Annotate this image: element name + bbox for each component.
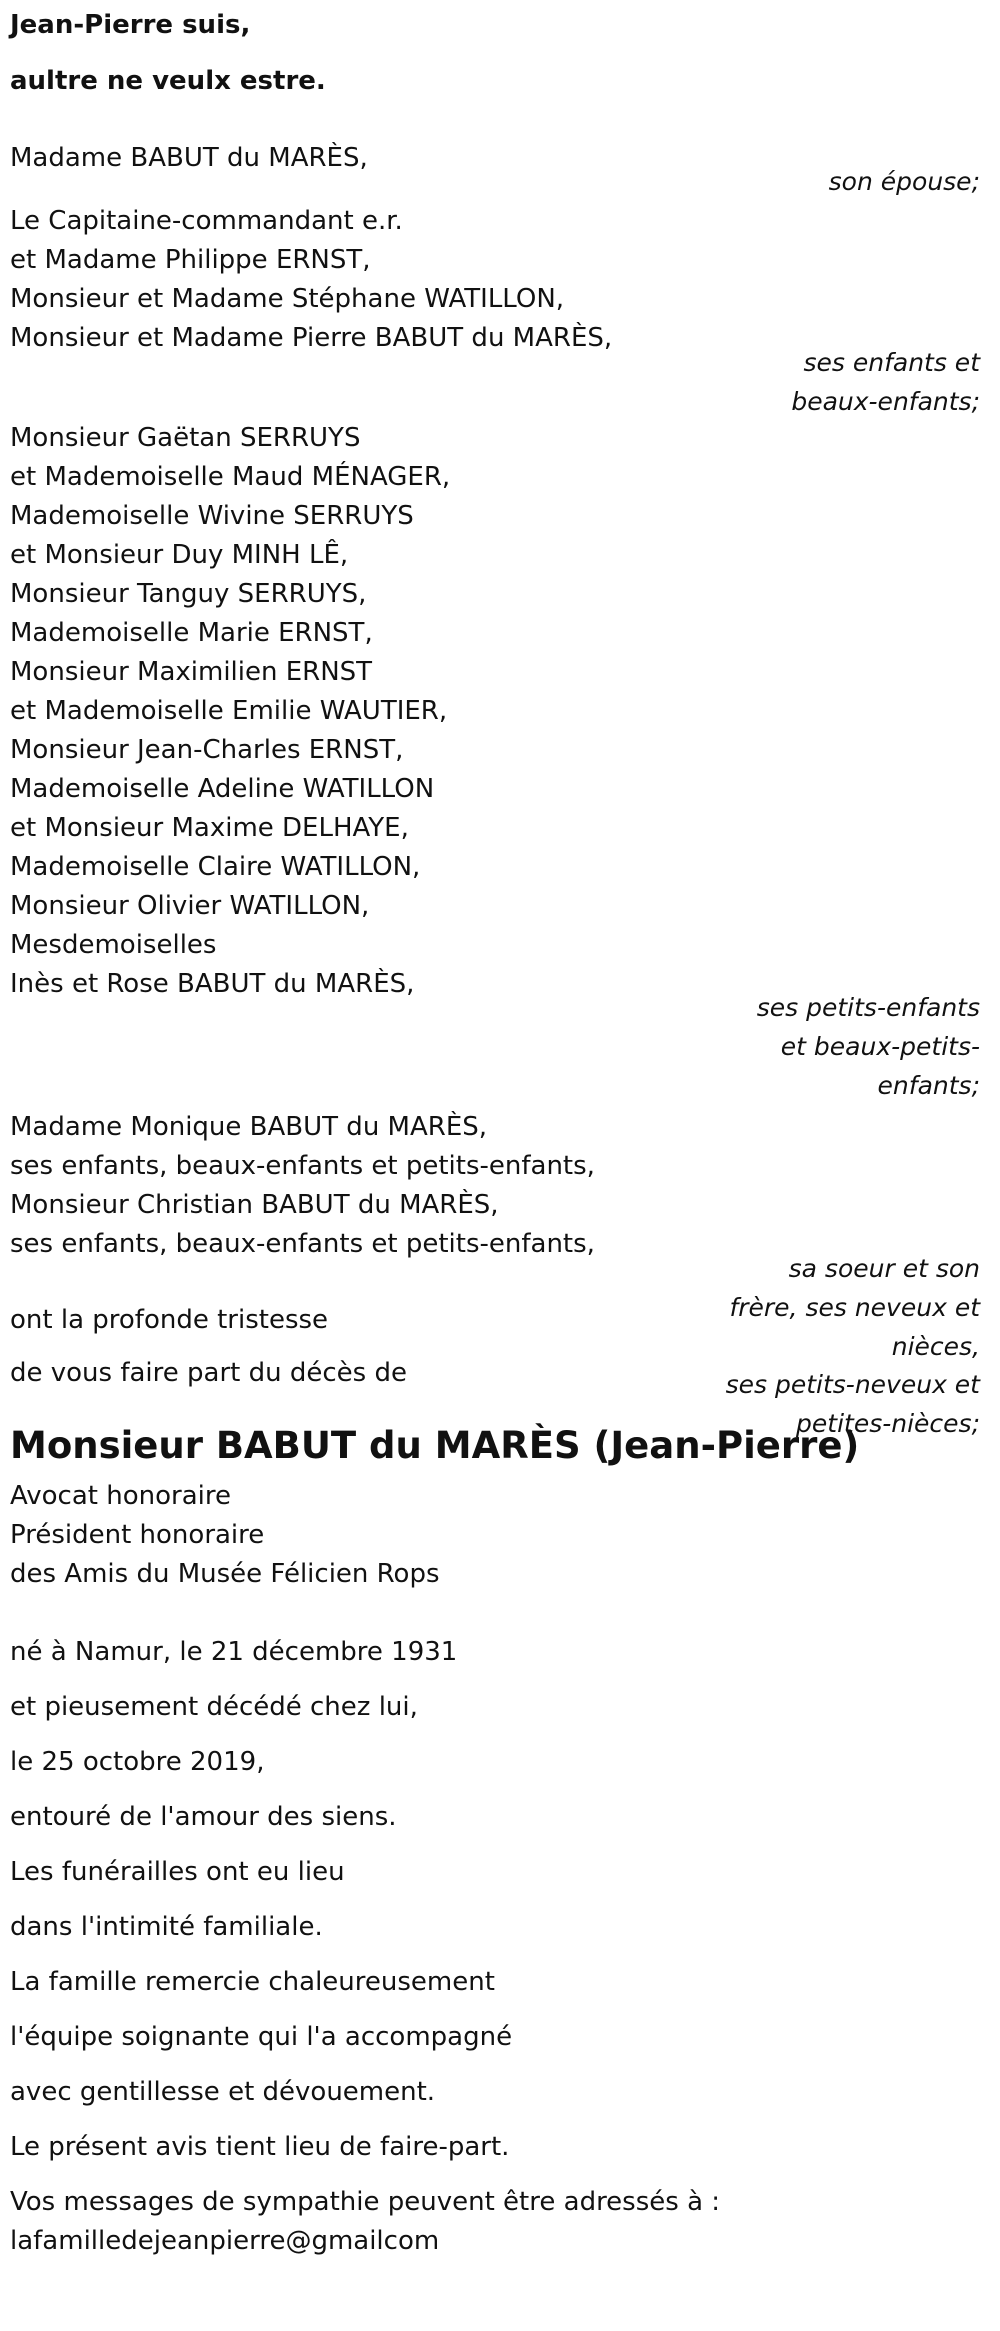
grandchildren-role-line: enfants;	[877, 1071, 980, 1100]
grandchildren-line: et Monsieur Maxime DELHAYE,	[10, 813, 409, 843]
siblings-line: Monsieur Christian BABUT du MARÈS,	[10, 1190, 499, 1220]
grandchildren-line: Mademoiselle Claire WATILLON,	[10, 852, 421, 882]
detail-line: Les funérailles ont eu lieu	[10, 1857, 345, 1887]
deceased-title: des Amis du Musée Félicien Rops	[10, 1559, 440, 1589]
detail-line: dans l'intimité familiale.	[10, 1912, 323, 1942]
motto-line-1: Jean-Pierre suis,	[10, 10, 251, 40]
grandchildren-line: Monsieur Maximilien ERNST	[10, 657, 373, 687]
grandchildren-line: et Monsieur Duy MINH LÊ,	[10, 540, 349, 570]
grandchildren-line: et Mademoiselle Emilie WAUTIER,	[10, 696, 448, 726]
detail-line: La famille remercie chaleureusement	[10, 1967, 495, 1997]
detail-line: Vos messages de sympathie peuvent être adressés à :	[10, 2187, 721, 2217]
siblings-line: ses enfants, beaux-enfants et petits-enfants,	[10, 1229, 595, 1259]
grandchildren-line: et Mademoiselle Maud MÉNAGER,	[10, 462, 451, 492]
detail-line: le 25 octobre 2019,	[10, 1747, 265, 1777]
spouse-role: son épouse;	[828, 167, 980, 196]
announcement-line: de vous faire part du décès de	[10, 1358, 407, 1388]
grandchildren-line: Inès et Rose BABUT du MARÈS,	[10, 969, 415, 999]
grandchildren-line: Mademoiselle Marie ERNST,	[10, 618, 373, 648]
siblings-line: Madame Monique BABUT du MARÈS,	[10, 1112, 488, 1142]
grandchildren-role-line: ses petits-enfants	[756, 993, 980, 1022]
children-role-line: beaux-enfants;	[791, 387, 980, 416]
detail-line: l'équipe soignante qui l'a accompagné	[10, 2022, 513, 2052]
grandchildren-line: Monsieur Gaëtan SERRUYS	[10, 423, 361, 453]
detail-line: avec gentillesse et dévouement.	[10, 2077, 436, 2107]
detail-line: entouré de l'amour des siens.	[10, 1802, 397, 1832]
children-line: et Madame Philippe ERNST,	[10, 245, 371, 275]
siblings-role-line: nièces,	[891, 1332, 980, 1361]
detail-line: Le présent avis tient lieu de faire-part.	[10, 2132, 510, 2162]
siblings-role-line: sa soeur et son	[788, 1254, 980, 1283]
detail-line: et pieusement décédé chez lui,	[10, 1692, 418, 1722]
siblings-role-line: frère, ses neveux et	[729, 1293, 980, 1322]
spouse-name: Madame BABUT du MARÈS,	[10, 143, 368, 173]
motto-line-2: aultre ne veulx estre.	[10, 66, 326, 96]
children-line: Le Capitaine-commandant e.r.	[10, 206, 403, 236]
grandchildren-role-line: et beaux-petits-	[780, 1032, 980, 1061]
siblings-line: ses enfants, beaux-enfants et petits-enfants,	[10, 1151, 595, 1181]
grandchildren-line: Monsieur Tanguy SERRUYS,	[10, 579, 367, 609]
contact-email[interactable]: lafamilledejeanpierre@gmailcom	[10, 2226, 440, 2256]
grandchildren-line: Mesdemoiselles	[10, 930, 217, 960]
children-line: Monsieur et Madame Pierre BABUT du MARÈS,	[10, 323, 613, 353]
grandchildren-line: Monsieur Jean-Charles ERNST,	[10, 735, 404, 765]
siblings-role-line: petites-nièces;	[796, 1409, 980, 1438]
announcement-line: ont la profonde tristesse	[10, 1305, 329, 1335]
deceased-title: Avocat honoraire	[10, 1481, 231, 1511]
grandchildren-line: Mademoiselle Adeline WATILLON	[10, 774, 435, 804]
grandchildren-line: Mademoiselle Wivine SERRUYS	[10, 501, 414, 531]
children-line: Monsieur et Madame Stéphane WATILLON,	[10, 284, 565, 314]
siblings-role-line: ses petits-neveux et	[725, 1370, 980, 1399]
detail-line: né à Namur, le 21 décembre 1931	[10, 1637, 458, 1667]
deceased-title: Président honoraire	[10, 1520, 265, 1550]
grandchildren-line: Monsieur Olivier WATILLON,	[10, 891, 370, 921]
deceased-name: Monsieur BABUT du MARÈS (Jean-Pierre)	[10, 1424, 860, 1467]
children-role-line: ses enfants et	[803, 348, 980, 377]
